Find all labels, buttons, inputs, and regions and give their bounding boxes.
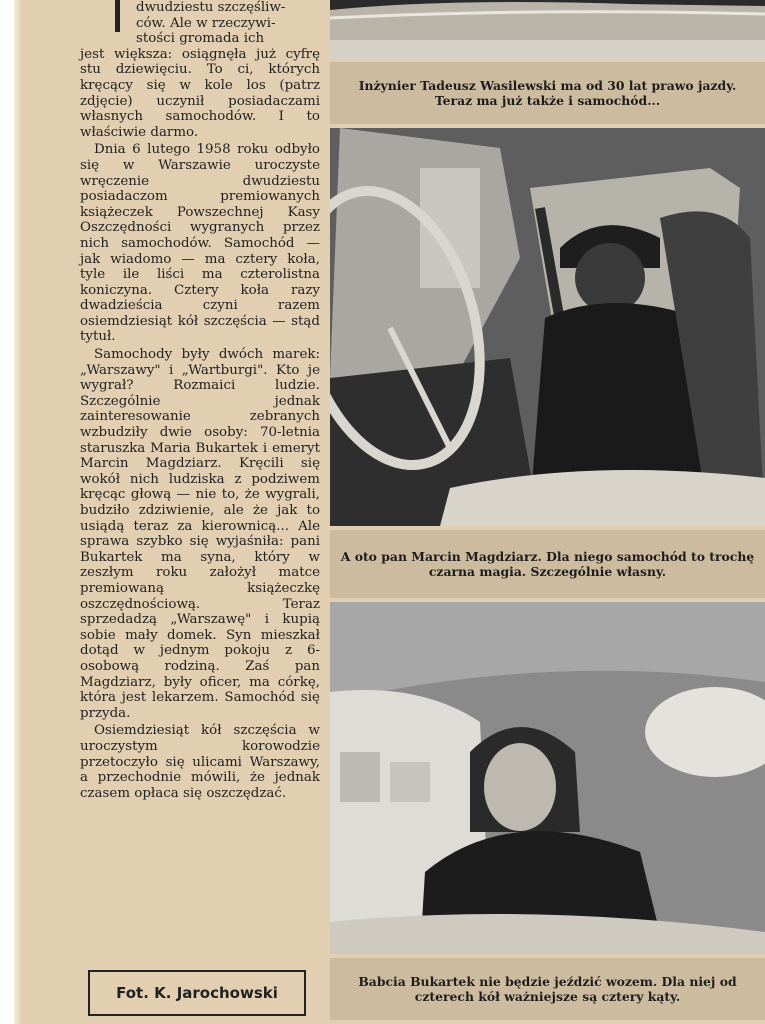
middle-photo-caption: A oto pan Marcin Magdziarz. Dla niego samochód to trochę czarna magia. Szczególnie własny.: [330, 530, 765, 598]
article-paragraph: Samochody były dwóch marek: „Warszawy" i „Wartburgi". Kto je wygrał? Rozmaici ludzie. Szczególnie jednak zainteresowanie zebranych wzbudziły dwie osoby: 70-letnia staruszka Maria Bukartek i emeryt Marcin Magdziarz. Kręcili się wokół nich ludziska z podziwem kręcąc głową — nie to, że wygrali, budziło zdziwienie, ale że jak to usiądą teraz za kierownicą... Ale sprawa szybko się wyjaśniła: pani Bukartek ma syna, który w zeszłym roku założył matce premiowaną książeczkę oszczędnościową. Teraz sprzedadzą „Warszawę" i kupią sobie mały domek. Syn mieszkał dotąd w jednym pokoju z 6-osobową rodziną. Zaś pan Magdziarz, były oficer, ma córkę, która jest lekarzem. Samochód się przyda.: [80, 347, 320, 721]
car-roof-image: [330, 0, 765, 60]
article-paragraph: jest większa: osiągnęła już cyfrę stu dziewięciu. To ci, których kręcący się w kole los (patrz zdjęcie) uczynił posiadaczami własnych samochodów. I to właściwie darmo.: [80, 46, 320, 140]
bottom-photo-caption: Babcia Bukartek nie będzie jeździć wozem. Dla niej od czterech kół ważniejsze są cztery kąty.: [330, 958, 765, 1020]
article-paragraph: Osiemdziesiąt kół szczęścia w uroczystym korowodzie przetoczyło się ulicami Warszawy, a przechodnie mówili, że jednak czasem opłaca się oszczędzać.: [80, 723, 320, 801]
drop-cap-letter: [102, 0, 120, 32]
car-interior-woman-image: [330, 602, 765, 954]
photo-bukartek-in-car: [330, 602, 765, 954]
intro-line: stości gromada ich: [136, 31, 265, 47]
intro-line: dwudziestu szczęśliw-: [136, 0, 286, 15]
top-photo-caption: Inżynier Tadeusz Wasilewski ma od 30 lat prawo jazdy. Teraz ma już także i samochód...: [330, 62, 765, 124]
intro-line: ców. Ale w rzeczywi-: [136, 15, 276, 31]
photo-magdziarz-in-car: [330, 128, 765, 526]
photo-car-wasilewski: [330, 0, 765, 60]
article-paragraph: Dnia 6 lutego 1958 roku odbyło się w Warszawie uroczyste wręczenie dwudziestu posiadaczom premiowanych książeczek Powszechnej Kasy Oszczędności wygranych przez nich samochodów. Samochód — jak wiadomo — ma cztery koła, tyle ile liści ma czterolistna koniczyna. Cztery koła razy dwadzieścia czyni razem osiemdziesiąt kół szczęścia — stąd tytuł.: [80, 142, 320, 345]
car-interior-man-image: [330, 128, 765, 526]
article-text-column: [80, 0, 320, 803]
photo-credit: Fot. K. Jarochowski: [88, 970, 306, 1016]
